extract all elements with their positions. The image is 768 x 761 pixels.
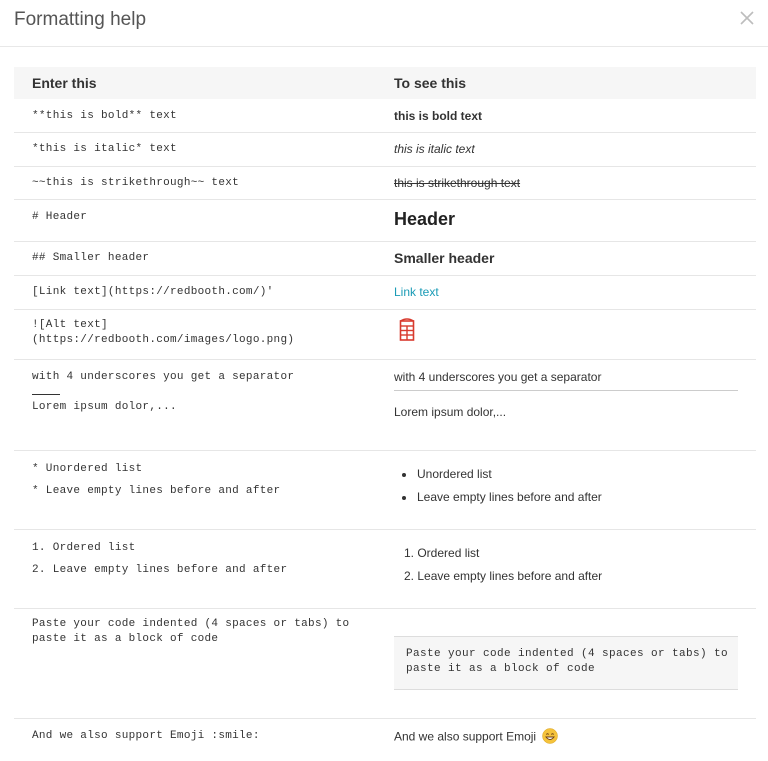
code-output-line2: paste it as a block of code xyxy=(406,663,596,675)
dialog-title: Formatting help xyxy=(14,9,147,30)
header-input: # Header xyxy=(32,211,88,223)
bold-output: this is bold text xyxy=(394,109,483,123)
strikethrough-input: ~~this is strikethrough~~ text xyxy=(32,177,240,189)
table-row-smaller-header xyxy=(14,242,756,276)
table-row-image xyxy=(14,310,756,360)
table-row-header xyxy=(14,200,756,242)
table-row-code-block xyxy=(14,609,756,719)
ordered-input-line1: 1. Ordered list xyxy=(32,542,136,554)
unordered-output-item2: Leave empty lines before and after xyxy=(417,490,602,504)
table-row-bold xyxy=(14,99,756,133)
redbooth-logo-icon xyxy=(399,318,415,347)
link-output[interactable]: Link text xyxy=(394,285,439,299)
unordered-input-line2: * Leave empty lines before and after xyxy=(32,485,281,497)
close-icon[interactable] xyxy=(739,10,755,26)
separator-input-line2 xyxy=(32,394,60,395)
separator-output-line2: Lorem ipsum dolor,... xyxy=(394,405,507,419)
table-row-unordered-list xyxy=(14,451,756,530)
table-row-link xyxy=(14,276,756,310)
emoji-output-text: And we also support Emoji xyxy=(394,729,537,744)
column-header-see: To see this xyxy=(394,75,467,91)
separator-input-line1: with 4 underscores you get a separator xyxy=(32,371,295,383)
link-input: [Link text](https://redbooth.com/)' xyxy=(32,286,274,298)
separator-output-line1: with 4 underscores you get a separator xyxy=(394,370,602,384)
separator-rule xyxy=(394,390,738,391)
code-output-line1: Paste your code indented (4 spaces or tabs) to xyxy=(406,648,729,660)
code-input-line1: Paste your code indented (4 spaces or tabs) to xyxy=(32,618,350,630)
table-header xyxy=(14,67,756,99)
emoji-input: And we also support Emoji :smile: xyxy=(32,730,260,742)
strikethrough-output: this is strikethrough text xyxy=(394,176,521,190)
image-input-line2: (https://redbooth.com/images/logo.png) xyxy=(32,334,295,346)
bold-input: **this is bold** text xyxy=(32,110,177,122)
italic-input: *this is italic* text xyxy=(32,143,177,155)
unordered-output-item1: Unordered list xyxy=(417,467,492,481)
column-header-enter: Enter this xyxy=(32,75,97,91)
code-block-output xyxy=(394,636,738,690)
table-row-strikethrough xyxy=(14,167,756,200)
ordered-input-line2: 2. Leave empty lines before and after xyxy=(32,564,288,576)
ordered-output-item2: 2. Leave empty lines before and after xyxy=(404,569,603,583)
formatting-table xyxy=(14,67,756,759)
smaller-header-input: ## Smaller header xyxy=(32,252,150,264)
unordered-input-line1: * Unordered list xyxy=(32,463,143,475)
dialog-header xyxy=(0,0,768,47)
header-output: Header xyxy=(394,209,456,229)
ordered-output-item1: 1. Ordered list xyxy=(404,546,480,560)
italic-output: this is italic text xyxy=(394,142,475,156)
table-row-italic xyxy=(14,133,756,167)
smaller-header-output: Smaller header xyxy=(394,250,495,266)
bullet-icon xyxy=(402,496,406,500)
bullet-icon xyxy=(402,473,406,477)
table-row-ordered-list xyxy=(14,530,756,609)
emoji-output xyxy=(394,728,558,747)
smile-emoji-icon xyxy=(542,728,558,747)
table-row-emoji xyxy=(14,719,756,759)
table-row-separator xyxy=(14,360,756,451)
code-input-line2: paste it as a block of code xyxy=(32,633,219,645)
separator-input-line3: Lorem ipsum dolor,... xyxy=(32,401,177,413)
image-input-line1: ![Alt text] xyxy=(32,319,108,331)
